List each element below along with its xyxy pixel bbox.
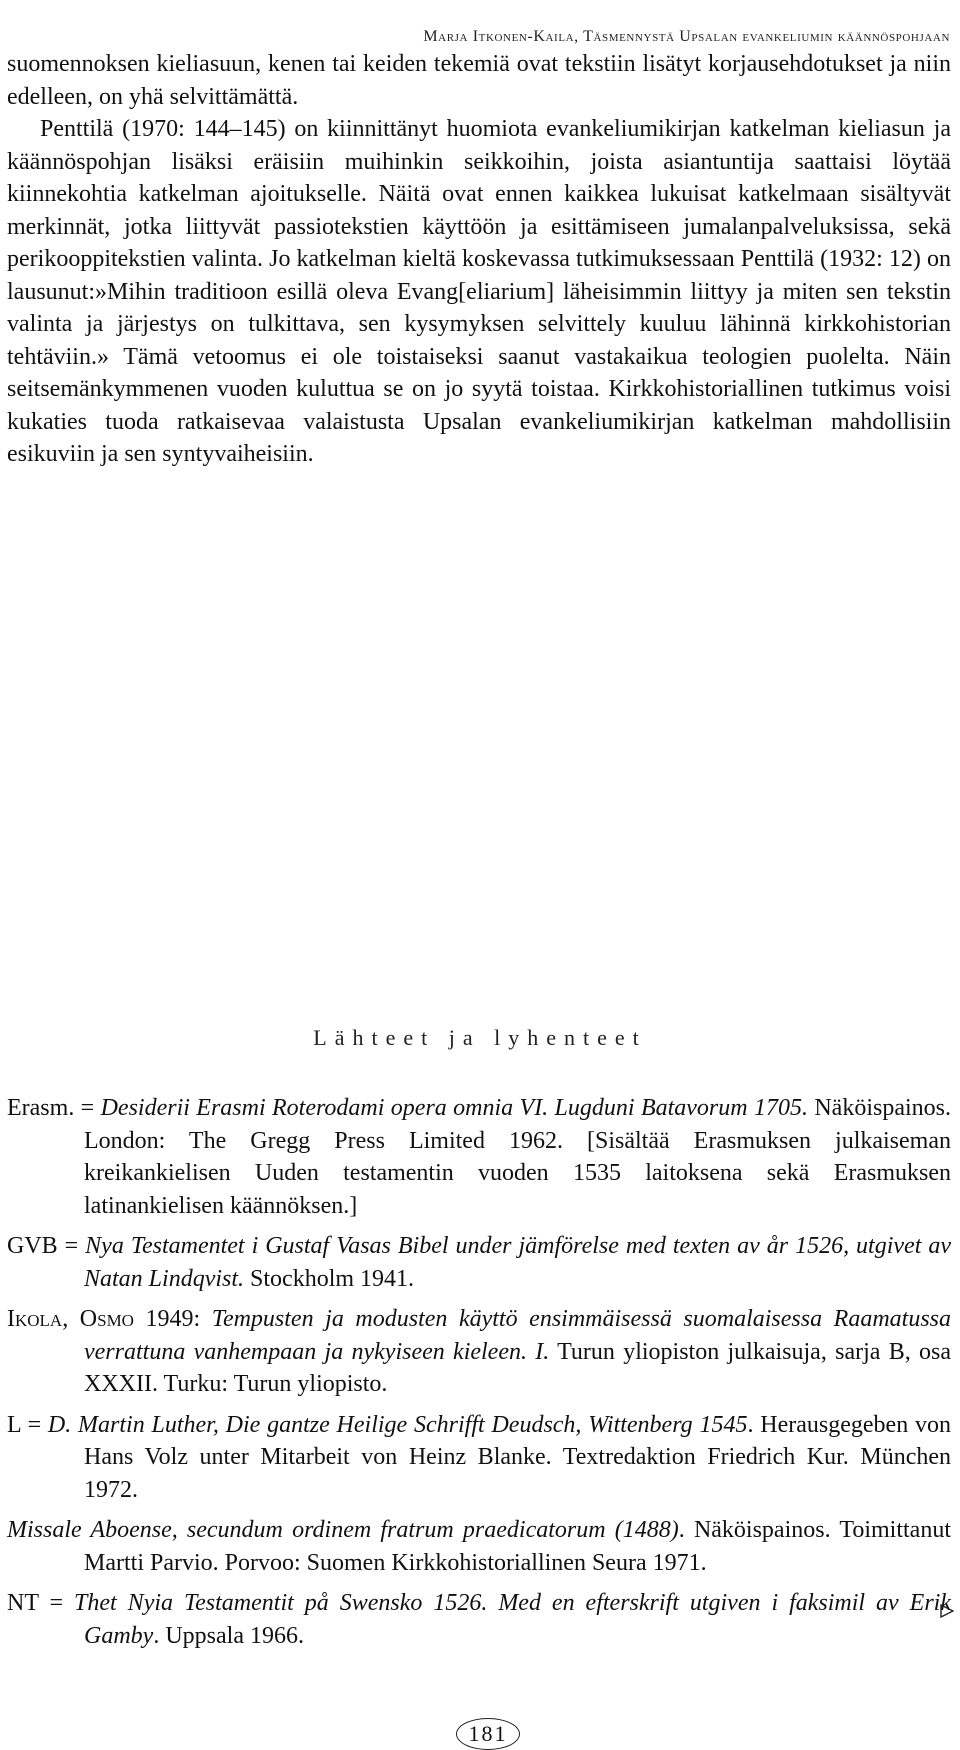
body-text [7,48,951,471]
paragraph-2: Penttilä (1970: 144–145) on kiinnittänyt huomiota evankeliumikirjan katkelman kieliasun ja käännöspohjan lisäksi eräisiin muihinkin seikkoihin, joista asiantuntija saattaisi löytää kiinnekohtia katkelman ajoitukselle. Näitä ovat ennen kaikkea lukuisat katkelmaan sisältyvät merkinnät, jotka liittyvät passiotekstien käyttöön ja esittämiseen jumalanpalveluksissa, sekä perikooppitekstien valinta. Jo katkelman kieltä koskevassa tutkimuksessaan Penttilä (1932: 12) on lausunut:»Mihin traditioon esillä oleva Evang[eliarium] läheisimmin liittyy ja miten sen tekstin valinta ja järjestys on tulkittava, sen kysymyksen selvittely kuuluu lähinnä kirkkohistorian tehtäviin.» Tämä vetoomus ei ole toistaiseksi saanut vastakaikua teologien puolelta. Näin seitsemänkymmenen vuoden kuluttua se on jo syytä toistaa. Kirkkohistoriallinen tutkimus voisi kukaties tuoda ratkaisevaa valaistusta Upsalan evankeliumikirjan katkelman mahdollisiin esikuviin ja sen syntyvaiheisiin. [7,116,951,467]
reference-title: Nya Testamentet i Gustaf Vasas Bibel under jämförelse med texten av år 1526, utgivet av Natan Lindqvist. [84,1233,951,1292]
reference-details: Näköispainos. London: The Gregg Press Limited 1962. [Sisältää Erasmuksen julkaiseman kreikankielisen Uuden testamentin vuoden 1535 laitoksena sekä Erasmuksen latinankielisen käännöksen.] [84,1095,951,1219]
reference-missale [7,1514,951,1579]
reference-gvb [7,1230,951,1295]
reference-title: D. Martin Luther, Die gantze Heilige Schrifft Deudsch, Wittenberg 1545 [47,1411,748,1438]
reference-abbreviation: Erasm. = [7,1095,101,1121]
paragraph-1: suomennoksen kieliasuun, kenen tai keiden tekemiä ovat tekstiin lisätyt korjausehdotukset ja niin edelleen, on yhä selvittämättä. [7,51,951,110]
reference-details: . Uppsala 1966. [153,1622,304,1649]
reference-luther [7,1409,951,1507]
reference-author: Ikola, Osmo [7,1306,134,1332]
reference-title: Missale Aboense, secundum ordinem fratrum praedicatorum (1488) [7,1517,679,1543]
reference-details: . Herausgegeben von Hans Volz unter Mitarbeit von Heinz Blanke. Textredaktion Friedrich Kur. München 1972. [84,1411,951,1503]
reference-ikola [7,1303,951,1401]
reference-list [7,1092,951,1660]
triangle-right-icon [940,1604,954,1618]
reference-details: Turun yliopiston julkaisuja, sarja B, osa XXXII. Turku: Turun yliopisto. [84,1338,951,1397]
reference-title: Tempusten ja modusten käyttö ensimmäisessä suomalaisessa Raamatussa verrattuna vanhempaan ja nykyiseen kieleen. I. [84,1306,952,1365]
reference-erasm [7,1092,951,1222]
reference-details: . Näköispainos. Toimittanut Martti Parvio. Porvoo: Suomen Kirkkohistoriallinen Seura 1971. [84,1517,951,1576]
reference-title: Desiderii Erasmi Roterodami opera omnia VI. Lugduni Batavorum 1705. [100,1095,808,1121]
running-head: Marja Itkonen-Kaila, Täsmennystä Upsalan evankeliumin käännöspohjaan [423,28,950,45]
reference-abbreviation: NT = [7,1590,75,1616]
reference-title: Thet Nyia Testamentit på Swensko 1526. Med en efterskrift utgiven i faksimil av Erik Gamby [74,1590,951,1649]
page-number: 181 [456,1718,520,1750]
section-heading: Lähteet ja lyhenteet [313,1025,647,1050]
reference-details: Stockholm 1941. [244,1265,415,1292]
reference-abbreviation: GVB = [7,1233,86,1259]
reference-year: 1949: [133,1306,212,1332]
reference-abbreviation: L = [7,1411,48,1438]
reference-nt [7,1587,951,1652]
